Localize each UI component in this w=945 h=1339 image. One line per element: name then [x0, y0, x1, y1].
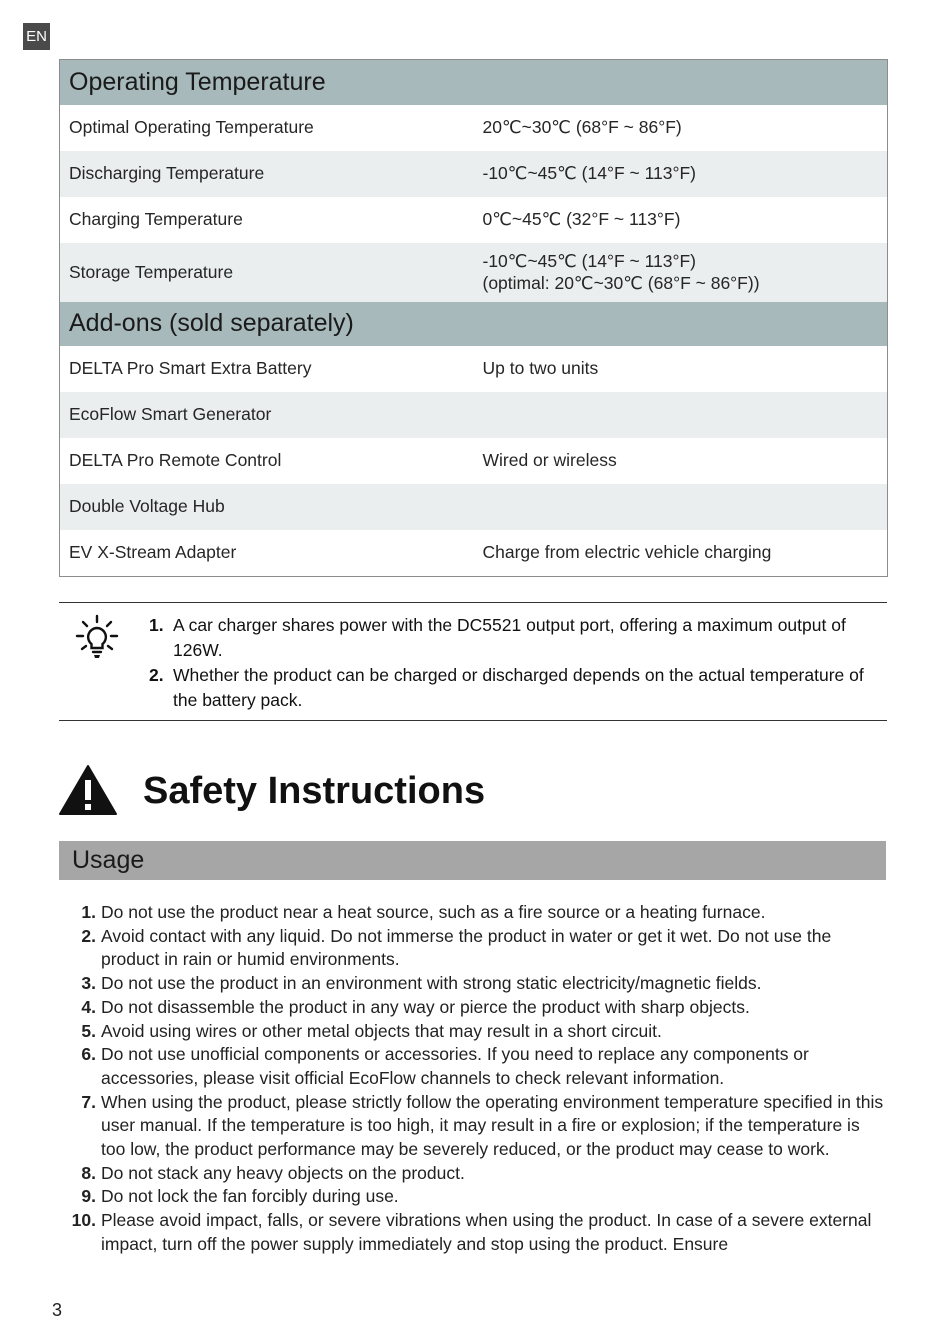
- row-label: Charging Temperature: [69, 209, 243, 229]
- section-header-label: Usage: [72, 846, 145, 874]
- page-number: 3: [52, 1300, 63, 1320]
- row-value: -10℃~45℃ (14°F ~ 113°F): [474, 151, 888, 197]
- language-tag: EN: [23, 23, 50, 50]
- table-row: [60, 105, 888, 151]
- list-item: [66, 925, 888, 972]
- list-item-text: Do not stack any heavy objects on the product.: [101, 1162, 465, 1183]
- list-item: [66, 972, 888, 996]
- section-header-addons: Add-ons (sold separately): [60, 302, 888, 346]
- table-row: [60, 530, 888, 577]
- row-label: Storage Temperature: [60, 243, 474, 302]
- table-row: [60, 197, 888, 243]
- row-value-line: (optimal: 20℃~30℃ (68°F ~ 86°F)): [482, 273, 760, 293]
- list-item-number: 4.: [81, 996, 96, 1017]
- row-label: EcoFlow Smart Generator: [60, 392, 474, 438]
- list-item-number: 7.: [81, 1091, 96, 1112]
- list-item: [149, 663, 869, 713]
- list-item: [66, 1209, 888, 1256]
- list-item-text: Avoid using wires or other metal objects that may result in a short circuit.: [101, 1020, 662, 1041]
- row-value: [474, 392, 888, 438]
- row-label: DELTA Pro Remote Control: [69, 450, 282, 470]
- list-item-text: Whether the product can be charged or discharged depends on the actual temperature of the battery pack.: [173, 665, 864, 710]
- row-label: EV X-Stream Adapter: [69, 542, 237, 562]
- list-item-number: 1.: [149, 615, 164, 635]
- table-row: [60, 392, 888, 438]
- table-row: [60, 438, 888, 484]
- list-item-text: Do not use the product near a heat source, such as a fire source or a heating furnace.: [101, 902, 766, 922]
- list-item-text: When using the product, please strictly follow the operating environment temperature specified in this user manual. If the temperature is too high, it may result in a fire or explosion; if the temperature is too low, the product performance may be severely reduced, or the product may cease to work.: [101, 1091, 884, 1160]
- list-item-text: Do not lock the fan forcibly during use.: [101, 1186, 399, 1207]
- row-label: DELTA Pro Smart Extra Battery: [69, 358, 312, 378]
- list-item: [149, 613, 869, 663]
- list-item-number: 2.: [81, 925, 96, 946]
- list-item-number: 9.: [81, 1186, 96, 1207]
- table-row: [60, 151, 888, 197]
- list-item: [66, 996, 888, 1020]
- row-label: Optimal Operating Temperature: [69, 117, 314, 137]
- list-item-number: 1.: [81, 902, 96, 922]
- list-item-text: Avoid contact with any liquid. Do not immerse the product in water or get it wet. Do not use the product in rain or humid environments.: [101, 925, 832, 970]
- list-item: [66, 901, 888, 925]
- table-row: [60, 243, 888, 302]
- row-value: Charge from electric vehicle charging: [482, 542, 772, 562]
- usage-list: [66, 901, 888, 1257]
- list-item-number: 8.: [81, 1162, 96, 1183]
- row-value: Up to two units: [482, 358, 599, 378]
- list-item-number: 10.: [71, 1210, 96, 1231]
- row-value: 0℃~45℃ (32°F ~ 113°F): [482, 209, 681, 229]
- table-row: [60, 484, 888, 530]
- list-item-text: Do not use the product in an environment with strong static electricity/magnetic fields.: [101, 973, 762, 994]
- list-item-text: A car charger shares power with the DC5521 output port, offering a maximum output of 126W.: [173, 615, 846, 660]
- notes-box: [59, 602, 887, 721]
- list-item-number: 6.: [81, 1044, 96, 1065]
- list-item: [66, 1020, 888, 1044]
- list-item-text: Do not disassemble the product in any way or pierce the product with sharp objects.: [101, 996, 750, 1017]
- list-item: [66, 1043, 888, 1090]
- list-item-number: 5.: [81, 1020, 96, 1041]
- warning-icon: [58, 764, 118, 816]
- section-header-operating-temperature: Operating Temperature: [60, 60, 888, 105]
- notes-list: [149, 613, 869, 713]
- list-item-number: 3.: [81, 973, 96, 994]
- row-value: 20℃~30℃ (68°F ~ 86°F): [482, 117, 682, 137]
- row-value-line: -10℃~45℃ (14°F ~ 113°F): [482, 251, 696, 271]
- list-item: [66, 1091, 888, 1162]
- list-item-text: Please avoid impact, falls, or severe vibrations when using the product. In case of a severe external impact, turn off the power supply immediately and stop using the product. Ensure: [101, 1210, 872, 1254]
- row-label: Discharging Temperature: [60, 151, 474, 197]
- row-label: Double Voltage Hub: [60, 484, 474, 530]
- row-value: [474, 484, 888, 530]
- spec-table: [59, 59, 888, 577]
- list-item: [66, 1185, 888, 1209]
- list-item-text: Do not use unofficial components or accessories. If you need to replace any components or accessories, please visit official EcoFlow channels to check relevant information.: [101, 1044, 809, 1088]
- section-header-usage: [59, 841, 886, 880]
- list-item-number: 2.: [149, 665, 164, 685]
- row-value: Wired or wireless: [482, 450, 617, 470]
- row-value: [474, 243, 888, 302]
- page-title: Safety Instructions: [143, 770, 486, 812]
- list-item: [66, 1162, 888, 1186]
- lightbulb-icon: [73, 613, 121, 661]
- table-row: [60, 346, 888, 392]
